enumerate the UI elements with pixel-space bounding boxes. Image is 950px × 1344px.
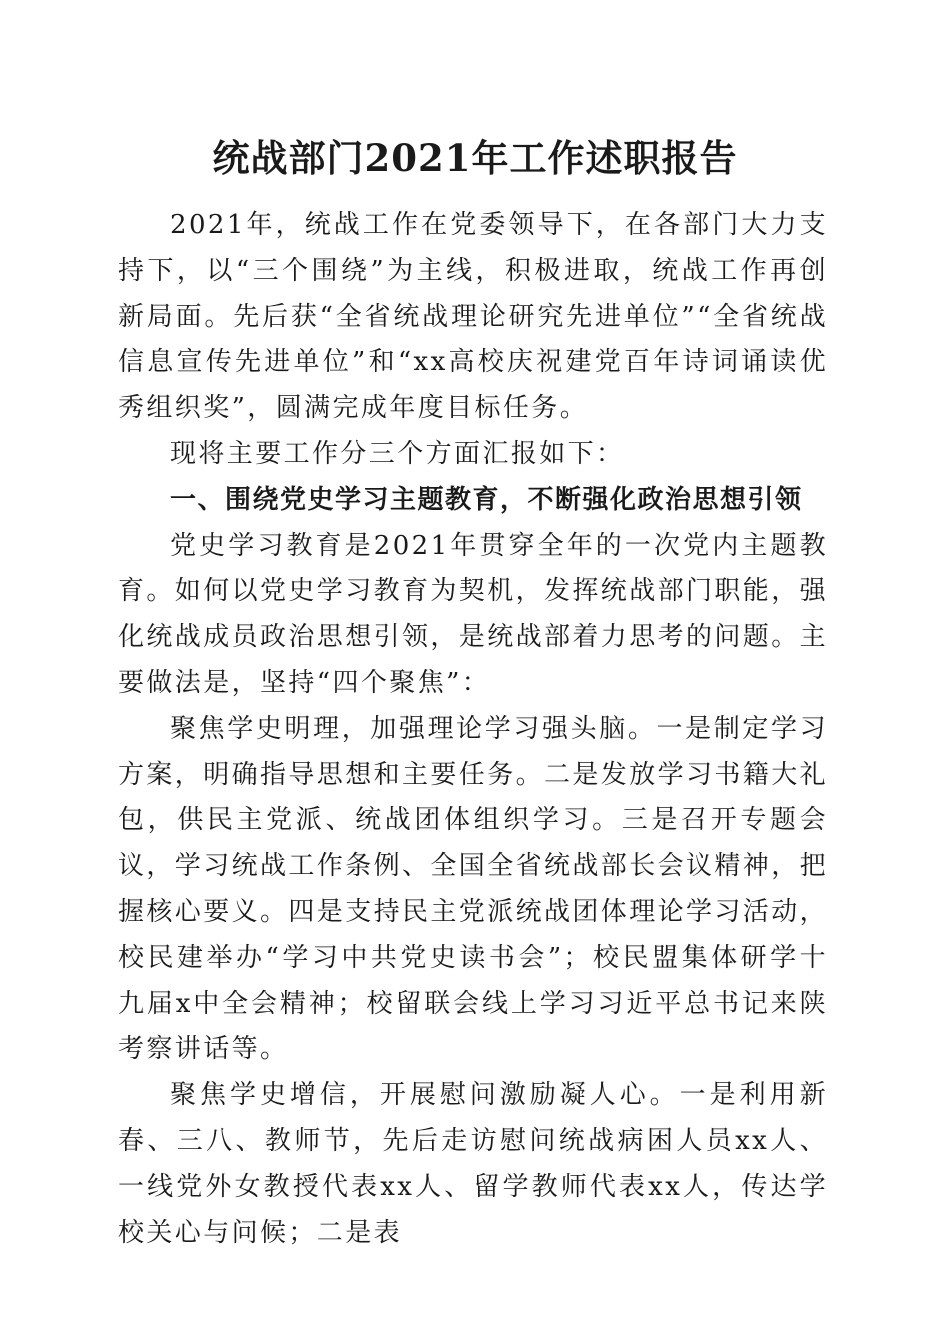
intro-paragraph: 2021年，统战工作在党委领导下，在各部门大力支持下，以“三个围绕”为主线，积极进取，统战工作再创新局面。先后获“全省统战理论研究先进单位”“全省统战信息宣传先进单位”和“xx高校庆祝建党百年诗词诵读优秀组织奖”，圆满完成年度目标任务。 bbox=[118, 210, 828, 424]
document-body bbox=[118, 203, 828, 1256]
section-paragraph: 聚焦学史明理，加强理论学习强头脑。一是制定学习方案，明确指导思想和主要任务。二是发放学习书籍大礼包，供民主党派、统战团体组织学习。三是召开专题会议，学习统战工作条例、全国全省统战部长会议精神，把握核心要义。四是支持民主党派统战团体理论学习活动，校民建举办“学习中共党史读书会”；校民盟集体研学十九届x中全会精神；校留联会线上学习习近平总书记来陕考察讲话等。 bbox=[118, 713, 829, 1065]
section-paragraph: 聚焦学史增信，开展慰问激励凝人心。一是利用新春、三八、教师节，先后走访慰问统战病困人员xx人、一线党外女教授代表xx人、留学教师代表xx人，传达学校关心与问候；二是表 bbox=[118, 1080, 828, 1248]
section-paragraph: 党史学习教育是2021年贯穿全年的一次党内主题教育。如何以党史学习教育为契机，发挥统战部门职能，强化统战成员政治思想引领，是统战部着力思考的问题。主要做法是，坚持“四个聚焦”： bbox=[118, 530, 829, 698]
summary-paragraph: 现将主要工作分三个方面汇报如下： bbox=[170, 438, 625, 469]
section-heading: 一、围绕党史学习主题教育，不断强化政治思想引领 bbox=[170, 484, 803, 515]
document-title: 统战部门2021年工作述职报告 bbox=[212, 136, 738, 180]
